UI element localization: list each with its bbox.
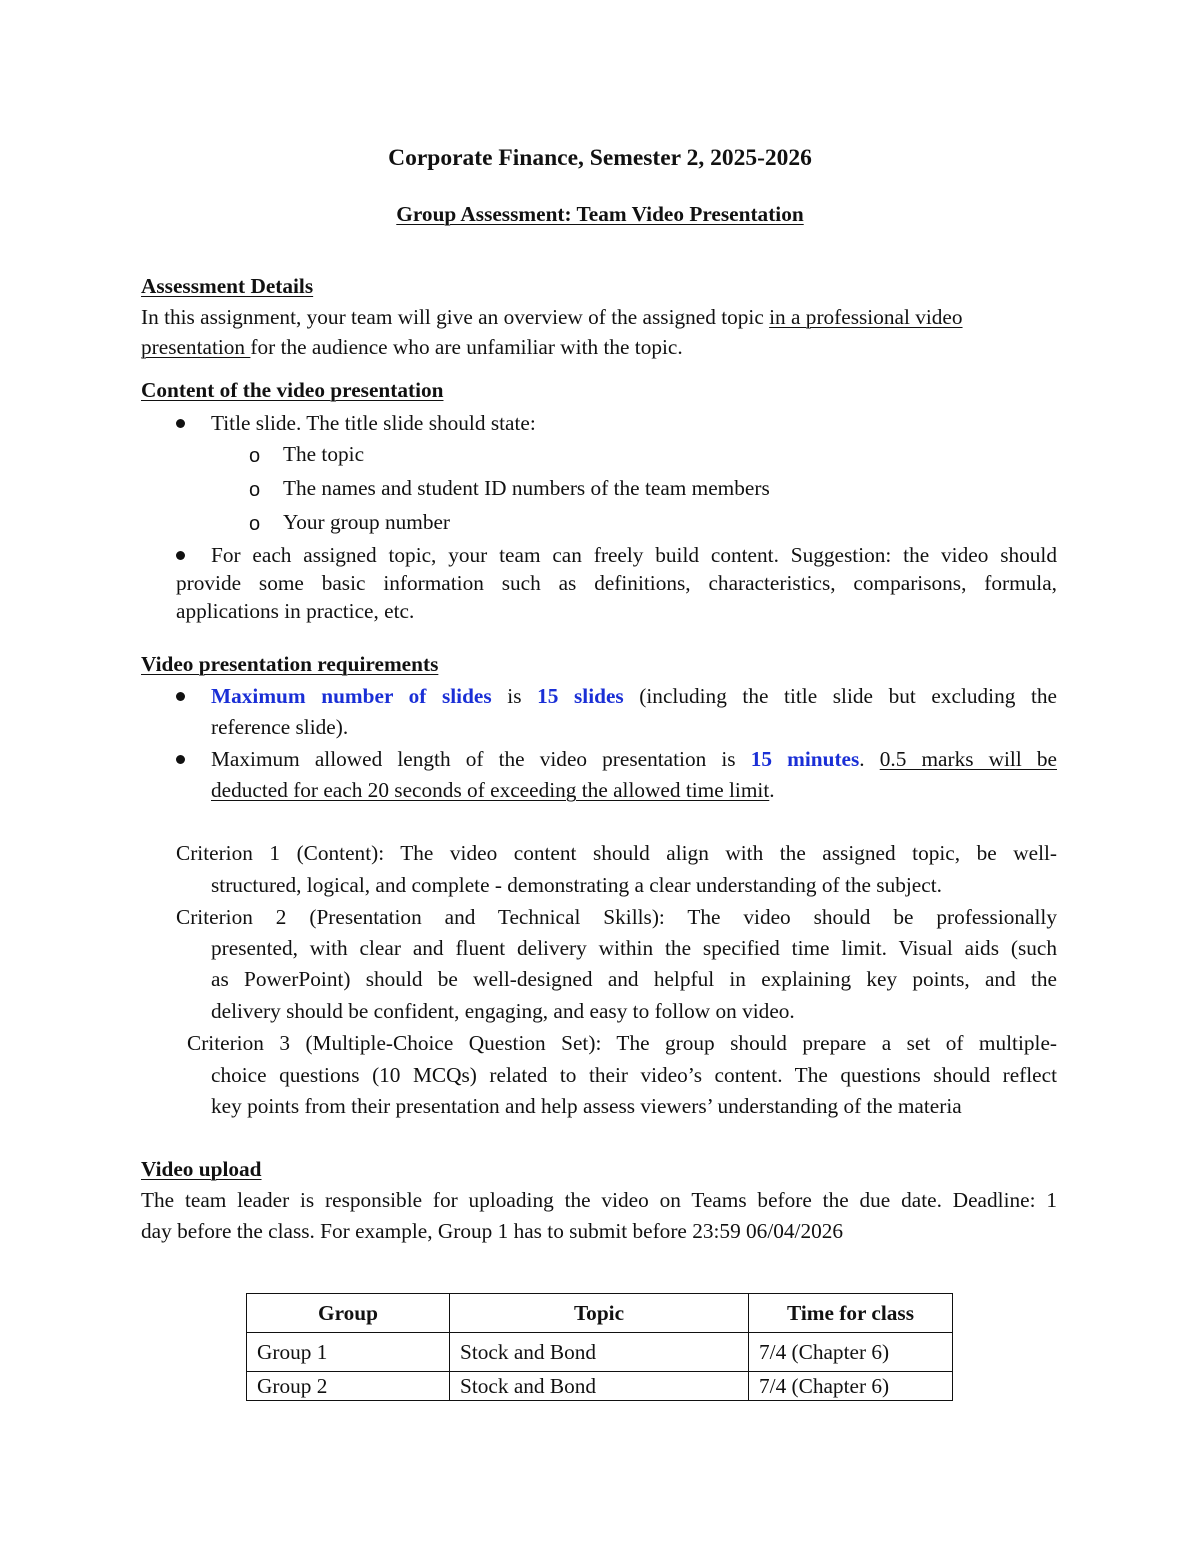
requirement-text: Maximum allowed length of the video presentation is: [211, 747, 751, 771]
sub-bullet-marker: o: [249, 479, 261, 501]
page-subtitle: Group Assessment: Team Video Presentation: [396, 202, 804, 226]
requirement-1-line-1: [211, 686, 1057, 707]
highlight-text: 15 minutes: [750, 747, 860, 771]
criterion-2-line-4: delivery should be confident, engaging, and easy to follow on video.: [211, 999, 795, 1023]
table-cell: Group 2: [247, 1372, 450, 1401]
criterion-3-line-3: key points from their presentation and help assess viewers’ understanding of the materia: [211, 1094, 962, 1118]
sub-bullet-item: The names and student ID numbers of the team members: [283, 476, 770, 500]
highlight-text: Maximum number of slides: [211, 684, 492, 708]
underlined-text: deducted for each 20 seconds of exceeding the allowed time limit: [211, 778, 770, 802]
page-title: Corporate Finance, Semester 2, 2025-2026: [388, 145, 812, 171]
requirement-text: .: [859, 747, 880, 771]
requirement-text: .: [769, 778, 775, 802]
details-line-1: [141, 307, 963, 328]
assessment-details-heading: Assessment Details: [141, 274, 314, 298]
content-bullet-2-line-3: applications in practice, etc.: [176, 599, 415, 623]
requirement-2-line-1: [211, 749, 1057, 770]
details-line-2: [141, 337, 683, 358]
upload-heading: Video upload: [141, 1157, 262, 1181]
bullet-icon: [176, 692, 185, 701]
content-bullet-2-line-2: provide some basic information such as definitions, characteristics, comparisons, formula,: [176, 571, 1057, 595]
highlight-text: 15 slides: [537, 684, 624, 708]
details-underlined-text: presentation: [141, 335, 251, 359]
table-cell: Group 1: [247, 1333, 450, 1372]
table-header: Time for class: [749, 1294, 953, 1333]
sub-bullet-item: The topic: [283, 442, 365, 466]
table-row: [247, 1372, 953, 1401]
criterion-3-line-2: choice questions (10 MCQs) related to their video’s content. The questions should reflect: [211, 1063, 1057, 1087]
bullet-icon: [176, 419, 185, 428]
bullet-icon: [176, 551, 185, 560]
requirement-text: is: [491, 684, 538, 708]
table-header: Group: [247, 1294, 450, 1333]
criterion-2-line-1: Criterion 2 (Presentation and Technical Skills): The video should be professionally: [176, 905, 1057, 929]
table-row: [247, 1333, 953, 1372]
underlined-text: 0.5 marks will be: [879, 747, 1057, 771]
content-bullet-1: Title slide. The title slide should state:: [211, 411, 536, 435]
sub-bullet-marker: o: [249, 513, 261, 535]
sub-bullet-item: Your group number: [283, 510, 451, 534]
table-header: Topic: [450, 1294, 749, 1333]
table-cell: 7/4 (Chapter 6): [749, 1333, 953, 1372]
sub-bullet-marker: o: [249, 445, 261, 467]
criterion-2-line-2: presented, with clear and fluent delivery within the specified time limit. Visual aids (such: [211, 936, 1057, 960]
schedule-table: [246, 1293, 953, 1401]
requirements-heading: Video presentation requirements: [141, 652, 439, 676]
requirement-text: (including the title slide but excluding the: [623, 684, 1058, 708]
requirement-2-line-2: [211, 780, 775, 801]
table-cell: 7/4 (Chapter 6): [749, 1372, 953, 1401]
bullet-icon: [176, 755, 185, 764]
table-cell: Stock and Bond: [450, 1333, 749, 1372]
table-cell: Stock and Bond: [450, 1372, 749, 1401]
details-text: In this assignment, your team will give an overview of the assigned topic: [141, 305, 770, 329]
details-text: for the audience who are unfamiliar with the topic.: [250, 335, 683, 359]
requirement-1-line-2: reference slide).: [211, 715, 349, 739]
content-bullet-2-line-1: For each assigned topic, your team can freely build content. Suggestion: the video should: [211, 543, 1057, 567]
criterion-2-line-3: as PowerPoint) should be well-designed and helpful in explaining key points, and the: [211, 967, 1057, 991]
criterion-1-line-1: Criterion 1 (Content): The video content should align with the assigned topic, be well-: [176, 841, 1057, 865]
upload-line-1: The team leader is responsible for uploading the video on Teams before the due date. Deadline: 1: [141, 1188, 1057, 1212]
criterion-1-line-2: structured, logical, and complete - demonstrating a clear understanding of the subject.: [211, 873, 942, 897]
criterion-3-line-1: Criterion 3 (Multiple-Choice Question Set): The group should prepare a set of multiple-: [187, 1031, 1057, 1055]
upload-line-2: day before the class. For example, Group 1 has to submit before 23:59 06/04/2026: [141, 1219, 844, 1243]
details-underlined-text: in a professional video: [769, 305, 963, 329]
table-header-row: [247, 1294, 953, 1333]
content-heading: Content of the video presentation: [141, 378, 444, 402]
